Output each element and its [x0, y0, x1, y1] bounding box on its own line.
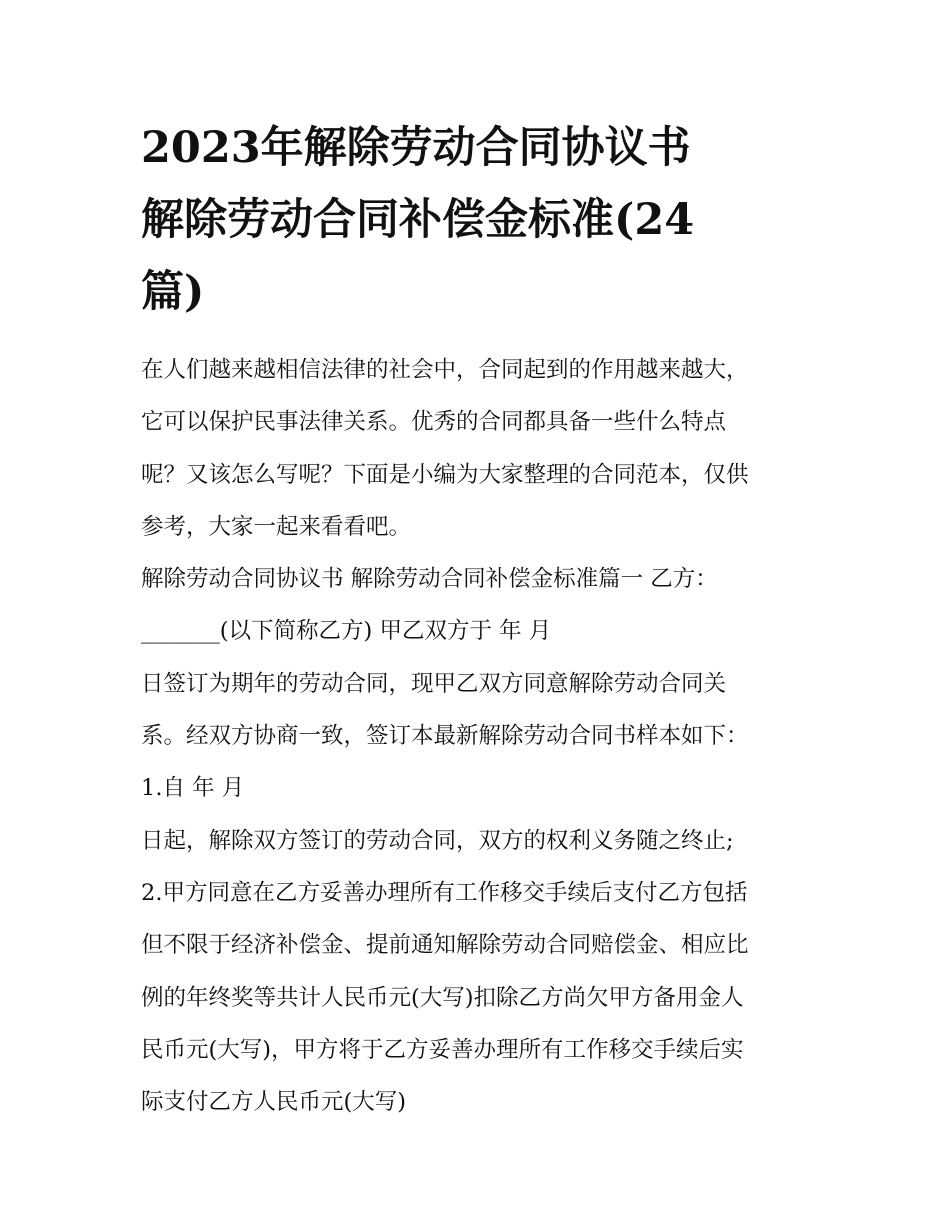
title-line: 解除劳动合同补偿金标准(24 — [141, 195, 695, 245]
body-line: 但不限于经济补偿金、提前通知解除劳动合同赔偿金、相应比 — [141, 932, 749, 959]
body-line: 解除劳动合同协议书 解除劳动合同补偿金标准篇一 乙方： — [141, 566, 718, 593]
body-line: 民币元(大写)，甲方将于乙方妥善办理所有工作移交手续后实 — [141, 1036, 744, 1063]
body-line: 日起，解除双方签订的劳动合同，双方的权利义务随之终止; — [141, 827, 734, 854]
document-page — [141, 112, 821, 1128]
body-line: 例的年终奖等共计人民币元(大写)扣除乙方尚欠甲方备用金人 — [141, 984, 744, 1011]
document-title — [141, 112, 821, 328]
title-line: 2023年解除劳动合同协议书 — [141, 123, 691, 173]
body-line: 1.自 年 月 — [141, 775, 245, 802]
body-line: _______(以下简称乙方) 甲乙双方于 年 月 — [141, 618, 552, 645]
body-line: 际支付乙方人民币元(大写) — [141, 1089, 407, 1116]
body-line: 日签订为期年的劳动合同，现甲乙双方同意解除劳动合同关 — [141, 670, 727, 697]
body-line: 系。经双方协商一致，签订本最新解除劳动合同书样本如下： — [141, 723, 749, 750]
body-line: 呢？又该怎么写呢？下面是小编为大家整理的合同范本，仅供 — [141, 461, 749, 488]
document-body — [141, 344, 821, 1128]
body-line: 参考，大家一起来看看吧。 — [141, 513, 412, 540]
body-line: 在人们越来越相信法律的社会中，合同起到的作用越来越大， — [141, 357, 749, 383]
title-line: 篇) — [141, 267, 205, 317]
body-line: 2.甲方同意在乙方妥善办理所有工作移交手续后支付乙方包括 — [141, 879, 748, 906]
body-line: 它可以保护民事法律关系。优秀的合同都具备一些什么特点 — [141, 409, 727, 436]
